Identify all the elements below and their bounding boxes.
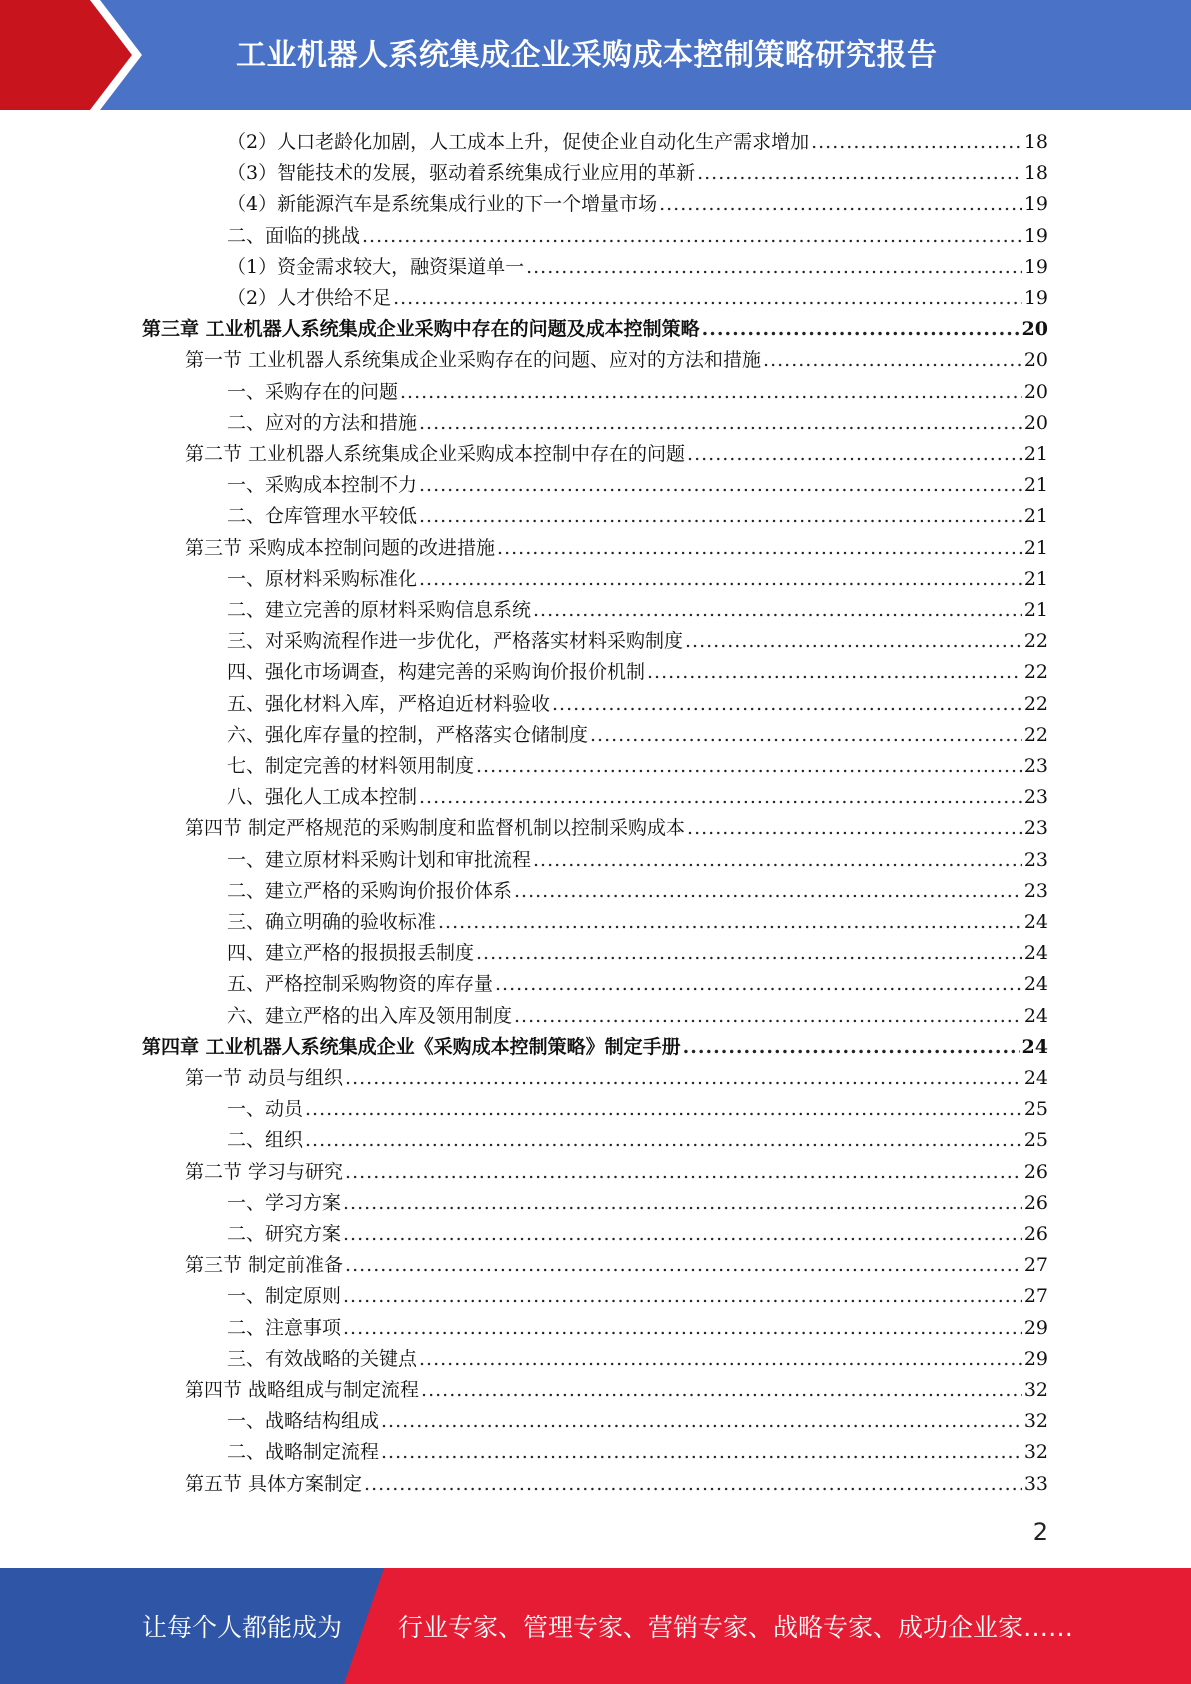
toc-entry[interactable]: [227, 845, 1048, 876]
toc-entry-page: 20: [1023, 349, 1048, 371]
toc-entry[interactable]: [185, 813, 1048, 844]
toc-entry[interactable]: [227, 1281, 1048, 1312]
toc-dot-leader: [345, 1250, 1022, 1281]
toc-entry-title: 四、强化市场调查，构建完善的采购询价报价机制: [227, 661, 646, 683]
toc-entry-page: 25: [1023, 1129, 1048, 1151]
toc-dot-leader: [476, 938, 1022, 969]
toc-dot-leader: [683, 1032, 1020, 1063]
toc-entry-page: 23: [1023, 786, 1048, 808]
toc-entry-page: 26: [1023, 1161, 1048, 1183]
toc-entry[interactable]: [227, 127, 1048, 158]
toc-entry-page: 21: [1023, 443, 1048, 465]
toc-entry[interactable]: [185, 1157, 1048, 1188]
toc-entry[interactable]: [185, 533, 1048, 564]
toc-entry-page: 27: [1023, 1285, 1048, 1307]
toc-entry-title: 三、确立明确的验收标准: [227, 911, 437, 933]
toc-dot-leader: [345, 1063, 1022, 1094]
toc-entry-title: 二、注意事项: [227, 1317, 342, 1339]
toc-dot-leader: [419, 470, 1022, 501]
toc-entry-page: 20: [1023, 412, 1048, 434]
toc-dot-leader: [685, 626, 1022, 657]
toc-entry-title: 二、战略制定流程: [227, 1441, 380, 1463]
toc-dot-leader: [811, 127, 1022, 158]
toc-entry-title: 第三节 采购成本控制问题的改进措施: [185, 537, 496, 559]
toc-entry-page: 24: [1023, 942, 1048, 964]
toc-entry-title: 第三章 工业机器人系统集成企业采购中存在的问题及成本控制策略: [142, 318, 700, 340]
toc-entry[interactable]: [227, 408, 1048, 439]
toc-entry[interactable]: [227, 626, 1048, 657]
toc-entry-title: 二、应对的方法和措施: [227, 412, 418, 434]
toc-entry[interactable]: [227, 720, 1048, 751]
footer-banner: [0, 1568, 1191, 1684]
document-title: 工业机器人系统集成企业采购成本控制策略研究报告: [236, 38, 938, 73]
toc-entry-page: 23: [1023, 817, 1048, 839]
toc-entry-title: 第四章 工业机器人系统集成企业《采购成本控制策略》制定手册: [142, 1036, 681, 1058]
toc-dot-leader: [343, 1188, 1022, 1219]
toc-entry-title: 六、强化库存量的控制，严格落实仓储制度: [227, 724, 589, 746]
toc-entry-page: 20: [1021, 318, 1048, 340]
toc-dot-leader: [763, 345, 1022, 376]
toc-entry[interactable]: [227, 1094, 1048, 1125]
toc-entry[interactable]: [185, 439, 1048, 470]
toc-entry-page: 18: [1023, 131, 1048, 153]
toc-dot-leader: [364, 1469, 1022, 1500]
toc-entry[interactable]: [227, 657, 1048, 688]
toc-entry[interactable]: [227, 689, 1048, 720]
toc-entry-title: 二、建立完善的原材料采购信息系统: [227, 599, 532, 621]
toc-dot-leader: [697, 158, 1022, 189]
toc-entry[interactable]: [227, 1344, 1048, 1375]
toc-entry-page: 19: [1023, 193, 1048, 215]
toc-dot-leader: [419, 408, 1022, 439]
toc-entry-page: 24: [1023, 1067, 1048, 1089]
toc-entry-page: 23: [1023, 880, 1048, 902]
toc-dot-leader: [419, 782, 1022, 813]
footer-slogan-right: 行业专家、管理专家、营销专家、战略专家、成功企业家……: [398, 1613, 1074, 1642]
toc-dot-leader: [659, 189, 1022, 220]
toc-dot-leader: [526, 252, 1022, 283]
toc-dot-leader: [305, 1125, 1022, 1156]
toc-entry[interactable]: [142, 1032, 1048, 1063]
toc-entry-page: 29: [1023, 1348, 1048, 1370]
toc-entry-page: 20: [1023, 381, 1048, 403]
toc-entry-title: 二、面临的挑战: [227, 225, 361, 247]
toc-entry[interactable]: [227, 252, 1048, 283]
toc-entry-title: 四、建立严格的报损报丢制度: [227, 942, 475, 964]
red-chevron-icon: [0, 0, 160, 110]
toc-entry[interactable]: [227, 1188, 1048, 1219]
toc-entry-title: 第四节 战略组成与制定流程: [185, 1379, 420, 1401]
toc-entry[interactable]: [227, 751, 1048, 782]
toc-entry-page: 19: [1023, 256, 1048, 278]
footer-slogan-left: 让每个人都能成为: [142, 1613, 343, 1642]
toc-entry-title: 七、制定完善的材料领用制度: [227, 755, 475, 777]
toc-dot-leader: [687, 439, 1022, 470]
toc-entry-page: 24: [1023, 973, 1048, 995]
toc-dot-leader: [400, 377, 1022, 408]
toc-entry-title: 一、动员: [227, 1098, 304, 1120]
toc-entry-page: 21: [1023, 599, 1048, 621]
toc-dot-leader: [419, 501, 1022, 532]
toc-entry-title: 二、仓库管理水平较低: [227, 505, 418, 527]
toc-entry[interactable]: [227, 564, 1048, 595]
toc-dot-leader: [647, 657, 1022, 688]
toc-entry-page: 25: [1023, 1098, 1048, 1120]
toc-dot-leader: [419, 1344, 1022, 1375]
toc-dot-leader: [421, 1375, 1022, 1406]
toc-entry-title: （4）新能源汽车是系统集成行业的下一个增量市场: [227, 193, 658, 215]
toc-entry[interactable]: [227, 470, 1048, 501]
toc-entry-page: 19: [1023, 287, 1048, 309]
toc-entry[interactable]: [185, 1375, 1048, 1406]
toc-entry-page: 22: [1023, 661, 1048, 683]
toc-entry[interactable]: [227, 782, 1048, 813]
toc-entry-page: 18: [1023, 162, 1048, 184]
toc-entry-page: 22: [1023, 693, 1048, 715]
toc-entry-title: 一、学习方案: [227, 1192, 342, 1214]
toc-dot-leader: [343, 1281, 1022, 1312]
toc-dot-leader: [305, 1094, 1022, 1125]
toc-entry-page: 26: [1023, 1192, 1048, 1214]
toc-entry-page: 22: [1023, 630, 1048, 652]
toc-dot-leader: [343, 1219, 1022, 1250]
toc-dot-leader: [345, 1157, 1022, 1188]
toc-entry-page: 21: [1023, 505, 1048, 527]
toc-dot-leader: [495, 969, 1022, 1000]
toc-entry[interactable]: [185, 1469, 1048, 1500]
toc-entry-title: 第二节 工业机器人系统集成企业采购成本控制中存在的问题: [185, 443, 686, 465]
toc-entry-title: 一、采购成本控制不力: [227, 474, 418, 496]
toc-entry-title: 一、战略结构组成: [227, 1410, 380, 1432]
toc-dot-leader: [533, 595, 1022, 626]
page-number: 2: [1032, 1518, 1048, 1546]
toc-entry[interactable]: [185, 345, 1048, 376]
toc-dot-leader: [419, 564, 1022, 595]
toc-dot-leader: [590, 720, 1022, 751]
toc-entry[interactable]: [227, 283, 1048, 314]
toc-entry[interactable]: [227, 377, 1048, 408]
toc-dot-leader: [343, 1313, 1022, 1344]
toc-entry-page: 26: [1023, 1223, 1048, 1245]
toc-entry-title: 一、制定原则: [227, 1285, 342, 1307]
toc-entry-title: （1）资金需求较大，融资渠道单一: [227, 256, 525, 278]
toc-entry-page: 29: [1023, 1317, 1048, 1339]
toc-entry-page: 23: [1023, 755, 1048, 777]
toc-dot-leader: [381, 1437, 1022, 1468]
toc-entry-title: 二、建立严格的采购询价报价体系: [227, 880, 513, 902]
toc-entry-title: （2）人口老龄化加剧，人工成本上升，促使企业自动化生产需求增加: [227, 131, 810, 153]
toc-entry[interactable]: [227, 501, 1048, 532]
toc-entry-page: 32: [1023, 1379, 1048, 1401]
toc-entry[interactable]: [227, 595, 1048, 626]
toc-entry[interactable]: [142, 314, 1048, 345]
toc-entry[interactable]: [227, 1125, 1048, 1156]
toc-entry-page: 32: [1023, 1410, 1048, 1432]
toc-dot-leader: [362, 221, 1022, 252]
toc-entry-title: 八、强化人工成本控制: [227, 786, 418, 808]
toc-entry-title: 第一节 工业机器人系统集成企业采购存在的问题、应对的方法和措施: [185, 349, 762, 371]
toc-entry-title: （3）智能技术的发展，驱动着系统集成行业应用的革新: [227, 162, 696, 184]
toc-dot-leader: [702, 314, 1020, 345]
toc-entry[interactable]: [185, 1063, 1048, 1094]
toc-entry-title: 六、建立严格的出入库及领用制度: [227, 1005, 513, 1027]
toc-entry[interactable]: [227, 938, 1048, 969]
toc-entry-page: 32: [1023, 1441, 1048, 1463]
toc-entry[interactable]: [227, 1001, 1048, 1032]
toc-entry[interactable]: [227, 1437, 1048, 1468]
toc-entry-title: 五、严格控制采购物资的库存量: [227, 973, 494, 995]
toc-entry[interactable]: [227, 876, 1048, 907]
toc-entry[interactable]: [227, 907, 1048, 938]
toc-entry[interactable]: [227, 189, 1048, 220]
toc-entry[interactable]: [227, 1219, 1048, 1250]
toc-dot-leader: [476, 751, 1022, 782]
toc-entry-title: 第二节 学习与研究: [185, 1161, 344, 1183]
toc-entry-page: 23: [1023, 849, 1048, 871]
toc-entry[interactable]: [227, 158, 1048, 189]
header-bar: [0, 0, 1191, 110]
toc-entry-title: 第四节 制定严格规范的采购制度和监督机制以控制采购成本: [185, 817, 686, 839]
toc-dot-leader: [687, 813, 1022, 844]
toc-entry-title: 第五节 具体方案制定: [185, 1473, 363, 1495]
toc-entry-title: 三、对采购流程作进一步优化，严格落实材料采购制度: [227, 630, 684, 652]
toc-dot-leader: [533, 845, 1022, 876]
toc-dot-leader: [393, 283, 1022, 314]
toc-dot-leader: [497, 533, 1022, 564]
toc-entry-title: （2）人才供给不足: [227, 287, 392, 309]
toc-entry-title: 二、研究方案: [227, 1223, 342, 1245]
toc-entry[interactable]: [227, 1406, 1048, 1437]
toc-entry-title: 二、组织: [227, 1129, 304, 1151]
toc-entry-page: 24: [1023, 1005, 1048, 1027]
toc-entry[interactable]: [227, 969, 1048, 1000]
toc-entry-page: 33: [1023, 1473, 1048, 1495]
toc-entry-page: 21: [1023, 537, 1048, 559]
toc-entry-title: 三、有效战略的关键点: [227, 1348, 418, 1370]
toc-entry[interactable]: [185, 1250, 1048, 1281]
toc-entry[interactable]: [227, 221, 1048, 252]
toc-entry-page: 27: [1023, 1254, 1048, 1276]
toc-entry-page: 21: [1023, 474, 1048, 496]
toc-entry-page: 24: [1021, 1036, 1048, 1058]
toc-entry-page: 21: [1023, 568, 1048, 590]
toc-entry-title: 第一节 动员与组织: [185, 1067, 344, 1089]
toc-entry-page: 24: [1023, 911, 1048, 933]
toc-dot-leader: [438, 907, 1022, 938]
toc-dot-leader: [381, 1406, 1022, 1437]
toc-entry-page: 19: [1023, 225, 1048, 247]
toc-dot-leader: [552, 689, 1022, 720]
toc-entry-title: 五、强化材料入库，严格迫近材料验收: [227, 693, 551, 715]
toc-entry-title: 第三节 制定前准备: [185, 1254, 344, 1276]
toc-entry[interactable]: [227, 1313, 1048, 1344]
toc-dot-leader: [514, 1001, 1022, 1032]
toc-dot-leader: [514, 876, 1022, 907]
toc-entry-page: 22: [1023, 724, 1048, 746]
toc-entry-title: 一、建立原材料采购计划和审批流程: [227, 849, 532, 871]
toc-entry-title: 一、原材料采购标准化: [227, 568, 418, 590]
toc-entry-title: 一、采购存在的问题: [227, 381, 399, 403]
